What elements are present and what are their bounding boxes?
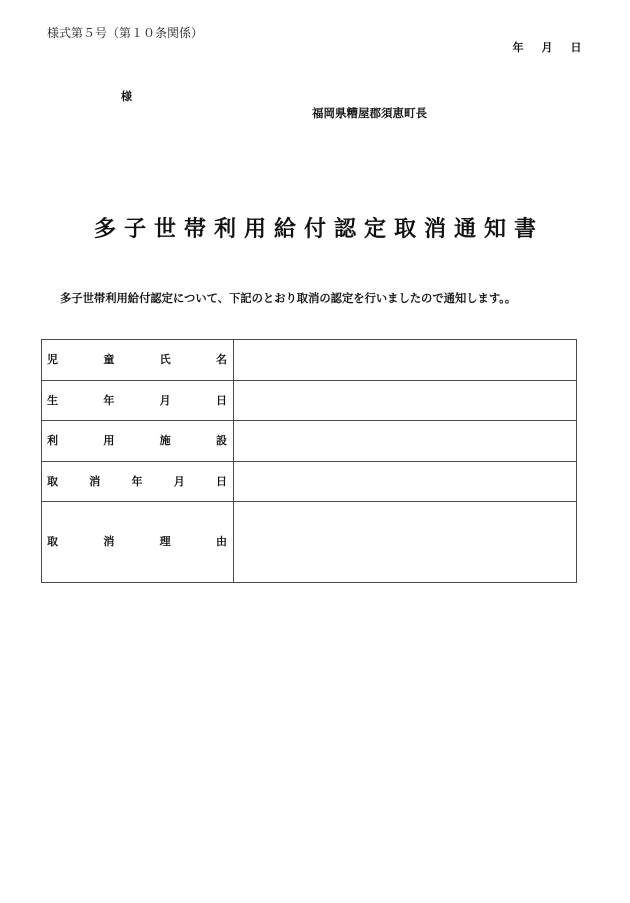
cancellation-table-body — [42, 340, 577, 583]
row-label-char: 施 — [159, 434, 171, 447]
row-value-cell — [234, 502, 577, 583]
table-row — [42, 421, 577, 462]
row-label-char: 児 — [47, 353, 58, 366]
table-row — [42, 462, 577, 502]
row-label-char: 月 — [173, 474, 185, 488]
row-label-char: 設 — [215, 434, 227, 447]
row-label-char: 消 — [103, 535, 115, 548]
form-number: 様式第５号（第１０条関係） — [47, 26, 204, 40]
row-label-char: 用 — [103, 434, 115, 447]
row-label-cell — [42, 340, 234, 381]
row-label-cell — [42, 421, 234, 462]
row-label-char: 年 — [103, 393, 115, 407]
row-label-birth-date — [47, 394, 227, 408]
row-label-cancel-date — [47, 475, 227, 489]
row-label-char: 取 — [47, 535, 58, 548]
row-label-child-name — [47, 353, 227, 367]
row-label-char: 童 — [103, 353, 115, 366]
row-label-cell — [42, 381, 234, 421]
row-label-cancel-reason — [47, 535, 227, 549]
row-label-cell — [42, 462, 234, 502]
row-value-cell — [234, 421, 577, 462]
row-label-char: 由 — [215, 535, 227, 548]
row-value-cell — [234, 381, 577, 421]
cancellation-details-table — [41, 339, 577, 583]
row-label-char: 消 — [89, 474, 101, 488]
row-label-facility — [47, 434, 227, 448]
notice-body-text: 多子世帯利用給付認定について、下記のとおり取消の認定を行いましたので通知します。。 — [60, 292, 517, 305]
addressee-suffix: 様 — [121, 90, 132, 103]
table-row — [42, 381, 577, 421]
row-label-char: 氏 — [159, 353, 171, 366]
table-row — [42, 340, 577, 381]
row-label-char: 年 — [131, 474, 143, 488]
date-line: 年 月 日 — [512, 41, 585, 54]
row-label-char: 理 — [159, 535, 171, 548]
row-label-char: 取 — [47, 474, 58, 488]
row-label-char: 月 — [159, 393, 171, 407]
issuer-name: 福岡県糟屋郡須恵町長 — [312, 106, 427, 120]
row-value-cell — [234, 340, 577, 381]
row-label-char: 名 — [215, 353, 227, 366]
table-row — [42, 502, 577, 583]
row-label-char: 日 — [215, 393, 227, 407]
document-title: 多子世帯利用給付認定取消通知書 — [93, 217, 544, 242]
row-label-char: 生 — [47, 393, 58, 407]
row-value-cell — [234, 462, 577, 502]
row-label-cell — [42, 502, 234, 583]
row-label-char: 日 — [216, 474, 227, 488]
row-label-char: 利 — [47, 434, 58, 447]
